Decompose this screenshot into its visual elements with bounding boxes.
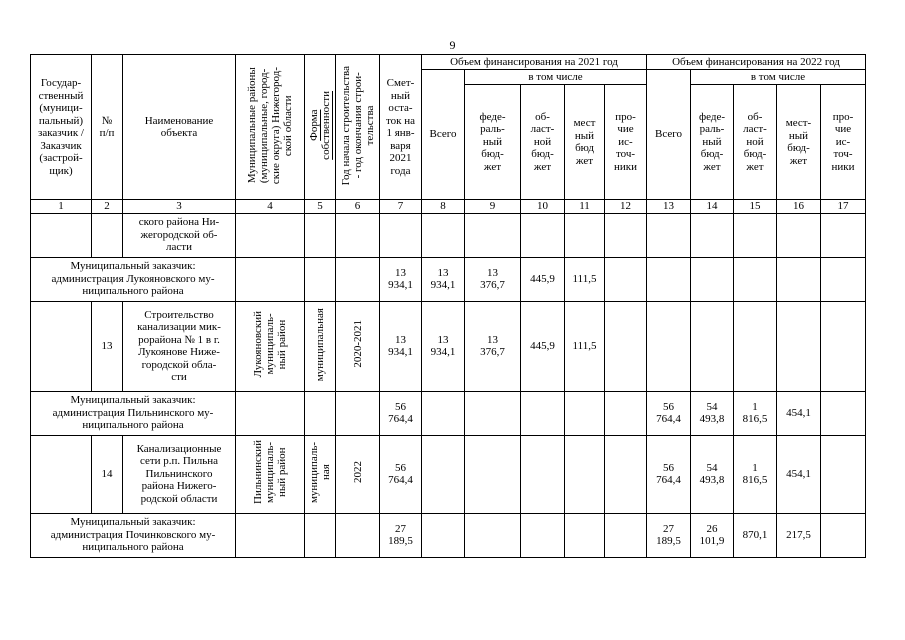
table-row bbox=[31, 213, 866, 257]
header-other-2021: про- чие ис- точ- ники bbox=[605, 85, 647, 200]
balance-cell: 13 934,1 bbox=[380, 301, 422, 391]
header-incl-2021: в том числе bbox=[465, 70, 647, 85]
col-num: 17 bbox=[821, 200, 866, 214]
col-num: 14 bbox=[691, 200, 734, 214]
header-federal-2022: феде- раль- ный бюд- жет bbox=[691, 85, 734, 200]
header-other-2022: про- чие ис- точ- ники bbox=[821, 85, 866, 200]
col-num: 6 bbox=[336, 200, 380, 214]
header-ownership: Форма собственности bbox=[305, 55, 336, 200]
col-num: 2 bbox=[92, 200, 123, 214]
header-district: Муниципальные районы (муниципальные, город- ские округа) Нижегород- ской области bbox=[236, 55, 305, 200]
regional-2022-cell: 1 816,5 bbox=[734, 435, 777, 513]
header-fin-2021: Объем финансирования на 2021 год bbox=[422, 55, 647, 70]
object-number: 13 bbox=[92, 301, 123, 391]
total-2022-cell: 56 764,4 bbox=[647, 435, 691, 513]
local-2021-cell: 111,5 bbox=[565, 257, 605, 301]
district-cell: Пильнинский муниципаль- ный район bbox=[236, 435, 305, 513]
table-row bbox=[31, 391, 866, 435]
ownership-cell: муниципаль- ная bbox=[305, 435, 336, 513]
object-name: Канализационные сети р.п. Пильна Пильнинского района Нижего- родской области bbox=[123, 435, 236, 513]
page-number: 9 bbox=[449, 38, 456, 52]
customer-label: Муниципальный заказчик: администрация Пильнинского му- ниципального района bbox=[31, 391, 236, 435]
balance-cell: 56 764,4 bbox=[380, 391, 422, 435]
regional-2022-cell: 870,1 bbox=[734, 513, 777, 557]
col-num: 5 bbox=[305, 200, 336, 214]
col-num: 8 bbox=[422, 200, 465, 214]
object-name: ского района Ни- жегородской об- ласти bbox=[123, 213, 236, 257]
federal-2022-cell: 26 101,9 bbox=[691, 513, 734, 557]
header-total-2021: Всего bbox=[422, 70, 465, 200]
financing-table bbox=[30, 54, 866, 558]
header-balance: Смет- ный оста- ток на 1 янв- варя 2021 года bbox=[380, 55, 422, 200]
col-num: 3 bbox=[123, 200, 236, 214]
federal-2022-cell: 54 493,8 bbox=[691, 391, 734, 435]
total-2022-cell: 56 764,4 bbox=[647, 391, 691, 435]
regional-2021-cell: 445,9 bbox=[521, 301, 565, 391]
federal-2021-cell: 13 376,7 bbox=[465, 301, 521, 391]
regional-2022-cell: 1 816,5 bbox=[734, 391, 777, 435]
header-local-2021: мест ный бюд жет bbox=[565, 85, 605, 200]
total-2021-cell: 13 934,1 bbox=[422, 257, 465, 301]
total-2021-cell: 13 934,1 bbox=[422, 301, 465, 391]
col-num: 10 bbox=[521, 200, 565, 214]
header-years: Год начала строительства - год окончания строи- тельства bbox=[336, 55, 380, 200]
header-customer: Государ- ственный (муници- пальный) заказчик / Заказчик (застрой- щик) bbox=[31, 55, 92, 200]
col-num: 13 bbox=[647, 200, 691, 214]
table-row bbox=[31, 257, 866, 301]
col-num: 1 bbox=[31, 200, 92, 214]
col-num: 16 bbox=[777, 200, 821, 214]
table-row bbox=[31, 301, 866, 391]
object-name: Строительство канализации мик- рорайона № 1 в г. Лукоянове Ниже- городской обла- сти bbox=[123, 301, 236, 391]
header-object-name: Наименование объекта bbox=[123, 55, 236, 200]
local-2022-cell: 454,1 bbox=[777, 391, 821, 435]
balance-cell: 27 189,5 bbox=[380, 513, 422, 557]
district-cell: Лукояновский муниципаль- ный район bbox=[236, 301, 305, 391]
header-local-2022: мест- ный бюд- жет bbox=[777, 85, 821, 200]
col-num: 7 bbox=[380, 200, 422, 214]
customer-label: Муниципальный заказчик: администрация Починковского му- ниципального района bbox=[31, 513, 236, 557]
years-cell: 2020-2021 bbox=[336, 301, 380, 391]
col-num: 12 bbox=[605, 200, 647, 214]
total-2022-cell: 27 189,5 bbox=[647, 513, 691, 557]
federal-2022-cell: 54 493,8 bbox=[691, 435, 734, 513]
col-num: 4 bbox=[236, 200, 305, 214]
header-number: № п/п bbox=[92, 55, 123, 200]
header-regional-2022: об- ласт- ной бюд- жет bbox=[734, 85, 777, 200]
local-2022-cell: 454,1 bbox=[777, 435, 821, 513]
regional-2021-cell: 445,9 bbox=[521, 257, 565, 301]
balance-cell: 13 934,1 bbox=[380, 257, 422, 301]
table-row bbox=[31, 435, 866, 513]
years-cell: 2022 bbox=[336, 435, 380, 513]
local-2021-cell: 111,5 bbox=[565, 301, 605, 391]
column-numbers-row bbox=[31, 200, 866, 214]
object-number: 14 bbox=[92, 435, 123, 513]
header-federal-2021: феде- раль- ный бюд- жет bbox=[465, 85, 521, 200]
federal-2021-cell: 13 376,7 bbox=[465, 257, 521, 301]
col-num: 9 bbox=[465, 200, 521, 214]
customer-label: Муниципальный заказчик: администрация Лукояновского му- ниципального района bbox=[31, 257, 236, 301]
table-row bbox=[31, 513, 866, 557]
col-num: 15 bbox=[734, 200, 777, 214]
col-num: 11 bbox=[565, 200, 605, 214]
ownership-cell: муниципальная bbox=[305, 301, 336, 391]
local-2022-cell: 217,5 bbox=[777, 513, 821, 557]
header-regional-2021: об- ласт- ной бюд- жет bbox=[521, 85, 565, 200]
header-total-2022: Всего bbox=[647, 70, 691, 200]
header-incl-2022: в том числе bbox=[691, 70, 866, 85]
balance-cell: 56 764,4 bbox=[380, 435, 422, 513]
header-fin-2022: Объем финансирования на 2022 год bbox=[647, 55, 866, 70]
